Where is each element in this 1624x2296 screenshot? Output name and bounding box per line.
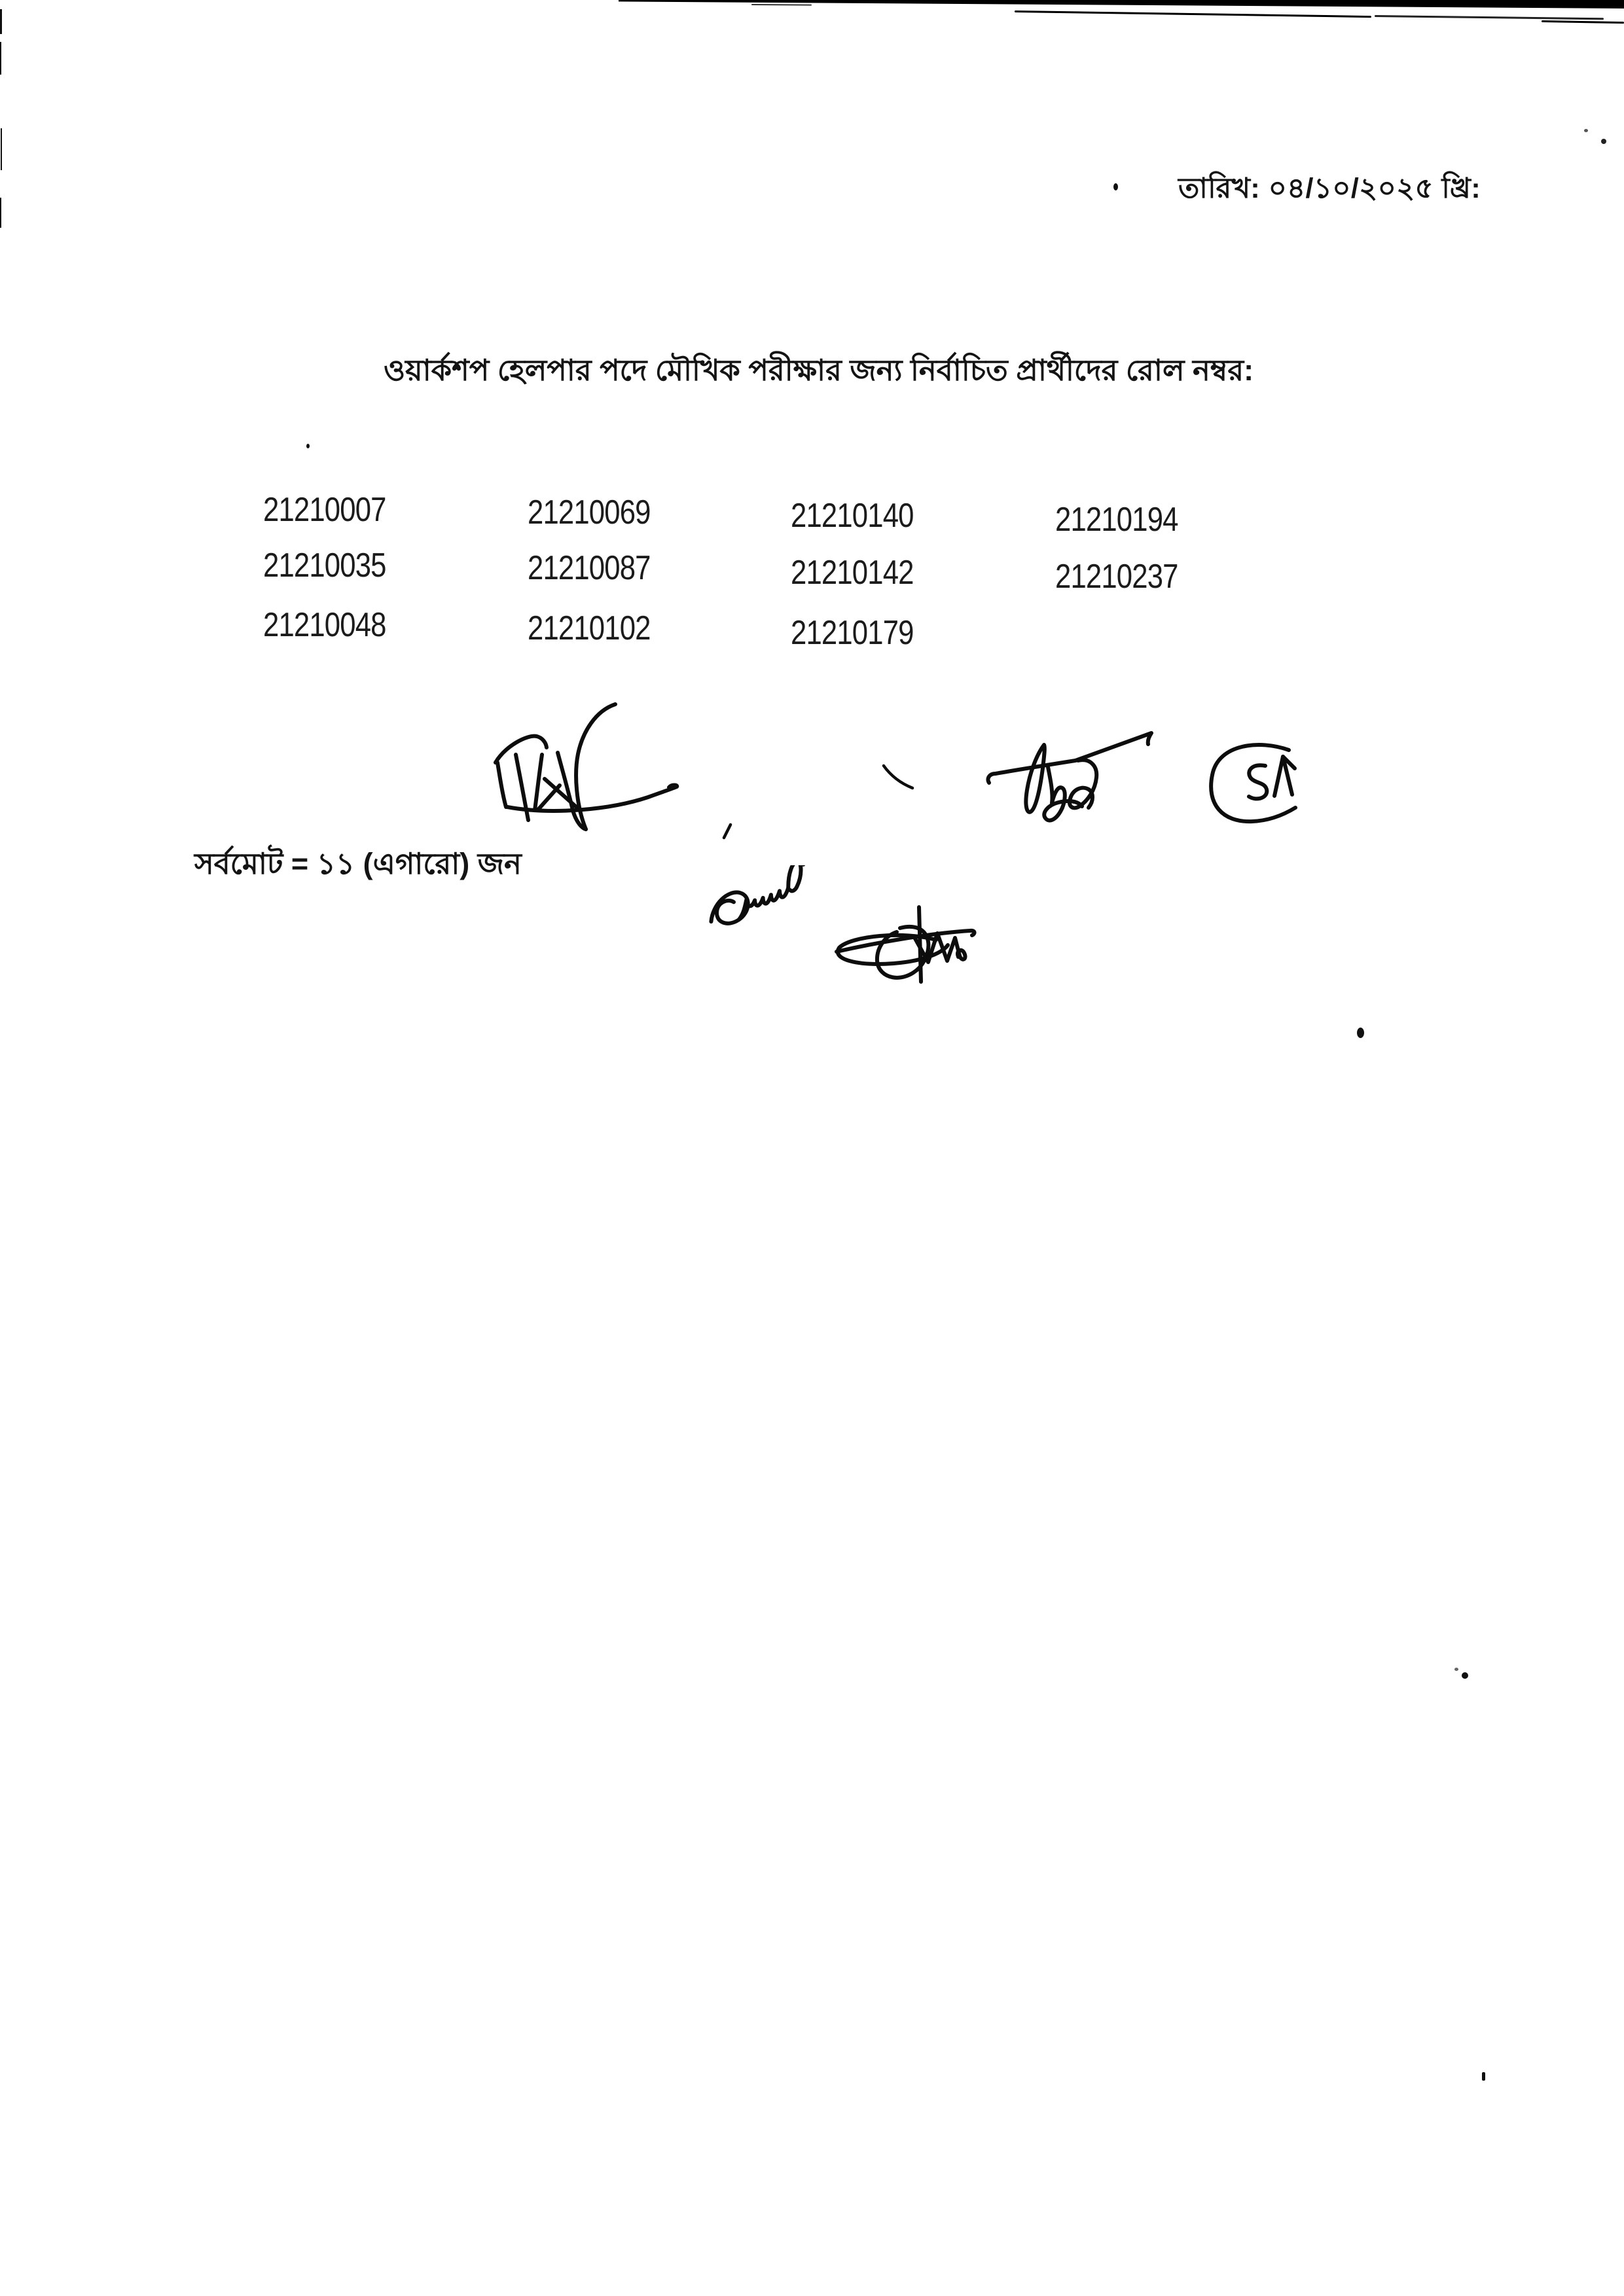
total-count-line: সর্বমোট = ১১ (এগারো) জন	[194, 847, 522, 880]
roll-number: 21210142	[791, 554, 914, 592]
scan-artifact-line	[1015, 10, 1371, 18]
ink-speck	[1454, 1668, 1458, 1671]
scan-artifact-edge-tick	[0, 9, 2, 34]
date-line: তারিখ: ০৪/১০/২০২৫ খ্রি:	[1178, 173, 1481, 204]
roll-number: 21210087	[528, 549, 651, 587]
ink-speck	[1584, 129, 1588, 132]
ink-speck	[1357, 1028, 1364, 1038]
signature-4	[702, 865, 833, 931]
roll-number: 21210048	[263, 606, 386, 644]
ink-speck	[1482, 2072, 1485, 2081]
scan-artifact-edge-tick	[1, 128, 2, 170]
scan-artifact-line	[1375, 15, 1604, 20]
roll-number: 21210194	[1055, 501, 1178, 539]
scan-artifact-edge-tick	[0, 42, 1, 75]
signature-3	[1200, 737, 1298, 832]
roll-number: 21210140	[791, 497, 914, 535]
ink-speck	[1113, 183, 1118, 190]
signature-5	[831, 902, 985, 987]
roll-number: 21210007	[263, 491, 386, 529]
document-title: ওয়ার্কশপ হেলপার পদে মৌখিক পরীক্ষার জন্য নির্বাচিত প্রার্থীদের রোল নম্বর:	[384, 353, 1254, 387]
roll-number: 21210237	[1055, 558, 1178, 596]
ink-speck	[1462, 1672, 1468, 1679]
ink-speck	[306, 444, 310, 448]
roll-number: 21210035	[263, 547, 386, 584]
scan-artifact-line	[751, 4, 812, 6]
scan-artifact-line	[1542, 20, 1624, 24]
pen-tick-mark	[720, 822, 736, 840]
signature-2	[985, 728, 1162, 826]
roll-number: 21210179	[791, 614, 914, 652]
scan-artifact-edge-tick	[0, 198, 1, 228]
roll-number: 21210102	[528, 609, 651, 647]
roll-number: 21210069	[528, 493, 651, 531]
pen-stroke-mark	[878, 762, 918, 795]
signature-1	[491, 700, 687, 834]
ink-speck	[1601, 139, 1606, 144]
